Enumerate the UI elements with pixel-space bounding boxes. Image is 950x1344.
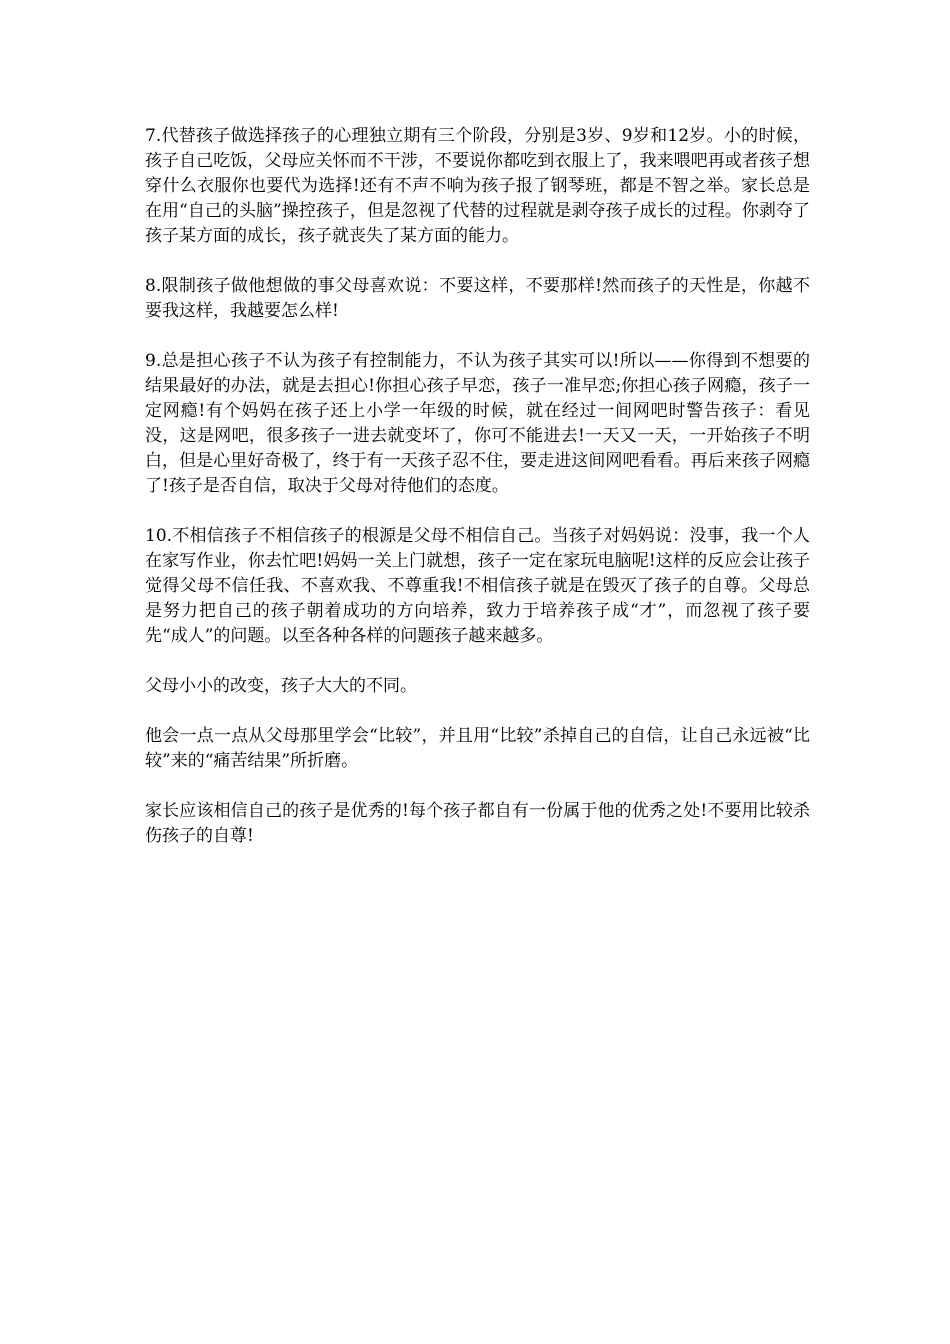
paragraph-8-restricting: 8.限制孩子做他想做的事父母喜欢说：不要这样，不要那样!然而孩子的天性是，你越不要我这样，我越要怎么样! [145,276,810,321]
paragraph-conclusion: 家长应该相信自己的孩子是优秀的!每个孩子都自有一份属于他的优秀之处!不要用比较杀伤孩子的自尊! [145,801,810,846]
paragraph-9-worrying: 9.总是担心孩子不认为孩子有控制能力，不认为孩子其实可以!所以——你得到不想要的结果最好的办法，就是去担心!你担心孩子早恋，孩子一准早恋;你担心孩子网瘾，孩子一定网瘾!有个妈妈在孩子还上小学一年级的时候，就在经过一间网吧时警告孩子：看见没，这是网吧，很多孩子一进去就变坏了，你可不能进去!一天又一天，一开始孩子不明白，但是心里好奇极了，终于有一天孩子忍不住，要走进这间网吧看看。再后来孩子网瘾了!孩子是否自信，取决于父母对待他们的态度。 [145,351,810,496]
paragraph-small-change: 父母小小的改变，孩子大大的不同。 [145,676,417,696]
document-body [145,124,810,874]
paragraph-7-making-choices: 7.代替孩子做选择孩子的心理独立期有三个阶段，分别是3岁、9岁和12岁。小的时候，孩子自己吃饭，父母应关怀而不干涉，不要说你都吃到衣服上了，我来喂吧再或者孩子想穿什么衣服你也要代为选择!还有不声不响为孩子报了钢琴班，都是不智之举。家长总是在用“自己的头脑”操控孩子，但是忽视了代替的过程就是剥夺孩子成长的过程。你剥夺了孩子某方面的成长，孩子就丧失了某方面的能力。 [145,126,810,246]
paragraph-comparison: 他会一点一点从父母那里学会“比较”，并且用“比较”杀掉自己的自信，让自己永远被“比较”来的“痛苦结果”所折磨。 [145,726,810,771]
paragraph-10-not-trusting: 10.不相信孩子不相信孩子的根源是父母不相信自己。当孩子对妈妈说：没事，我一个人在家写作业，你去忙吧!妈妈一关上门就想，孩子一定在家玩电脑呢!这样的反应会让孩子觉得父母不信任我、不喜欢我、不尊重我!不相信孩子就是在毁灭了孩子的自尊。父母总是努力把自己的孩子朝着成功的方向培养，致力于培养孩子成“才”，而忽视了孩子要先“成人”的问题。以至各种各样的问题孩子越来越多。 [145,526,810,646]
